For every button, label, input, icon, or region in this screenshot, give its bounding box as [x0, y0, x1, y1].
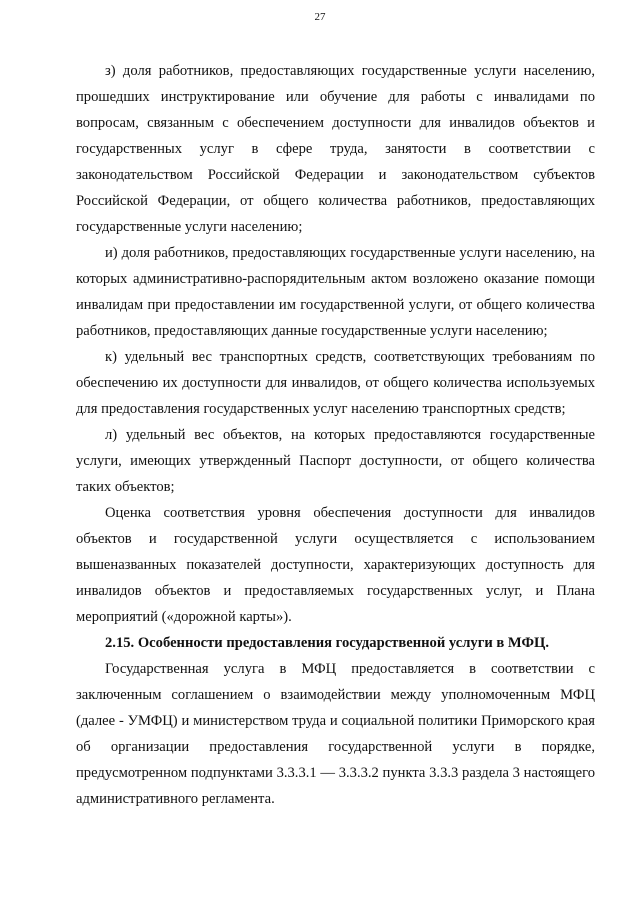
paragraph-item-i: и) доля работников, предоставляющих государственные услуги населению, на которых административно-распорядительным актом возложено оказание помощи инвалидам при предоставлении им государственной услуги, от общего количества работников, предоставляющих данные государственные услуги населению;: [76, 245, 595, 339]
document-body: [76, 58, 595, 812]
page-number: 27: [314, 11, 326, 23]
paragraph-assessment: Оценка соответствия уровня обеспечения доступности для инвалидов объектов и государственной услуги осуществляется с использованием вышеназванных показателей доступности, характеризующих доступность для инвалидов объектов и предоставляемых государственных услуг, и Плана мероприятий («дорожной карты»).: [76, 505, 595, 625]
paragraph-item-z: з) доля работников, предоставляющих государственные услуги населению, прошедших инструктирование или обучение для работы с инвалидами по вопросам, связанным с обеспечением доступности для инвалидов объектов и государственных услуг в сфере труда, занятости в соответствии с законодательством Российской Федерации и законодательством субъектов Российской Федерации, от общего количества работников, предоставляющих государственные услуги населению;: [76, 63, 595, 235]
paragraph-item-l: л) удельный вес объектов, на которых предоставляются государственные услуги, имеющих утвержденный Паспорт доступности, от общего количества таких объектов;: [76, 427, 595, 495]
section-paragraph: Государственная услуга в МФЦ предоставляется в соответствии с заключенным соглашением о взаимодействии между уполномоченным МФЦ (далее - УМФЦ) и министерством труда и социальной политики Приморского края об организации предоставления государственной услуги в порядке, предусмотренном подпунктами 3.3.3.1 — 3.3.3.2 пункта 3.3.3 раздела 3 настоящего административного регламента.: [76, 661, 595, 807]
paragraph-item-k: к) удельный вес транспортных средств, соответствующих требованиям по обеспечению их доступности для инвалидов, от общего количества используемых для предоставления государственных услуг населению транспортных средств;: [76, 349, 595, 417]
section-heading: 2.15. Особенности предоставления государственной услуги в МФЦ.: [105, 635, 550, 651]
